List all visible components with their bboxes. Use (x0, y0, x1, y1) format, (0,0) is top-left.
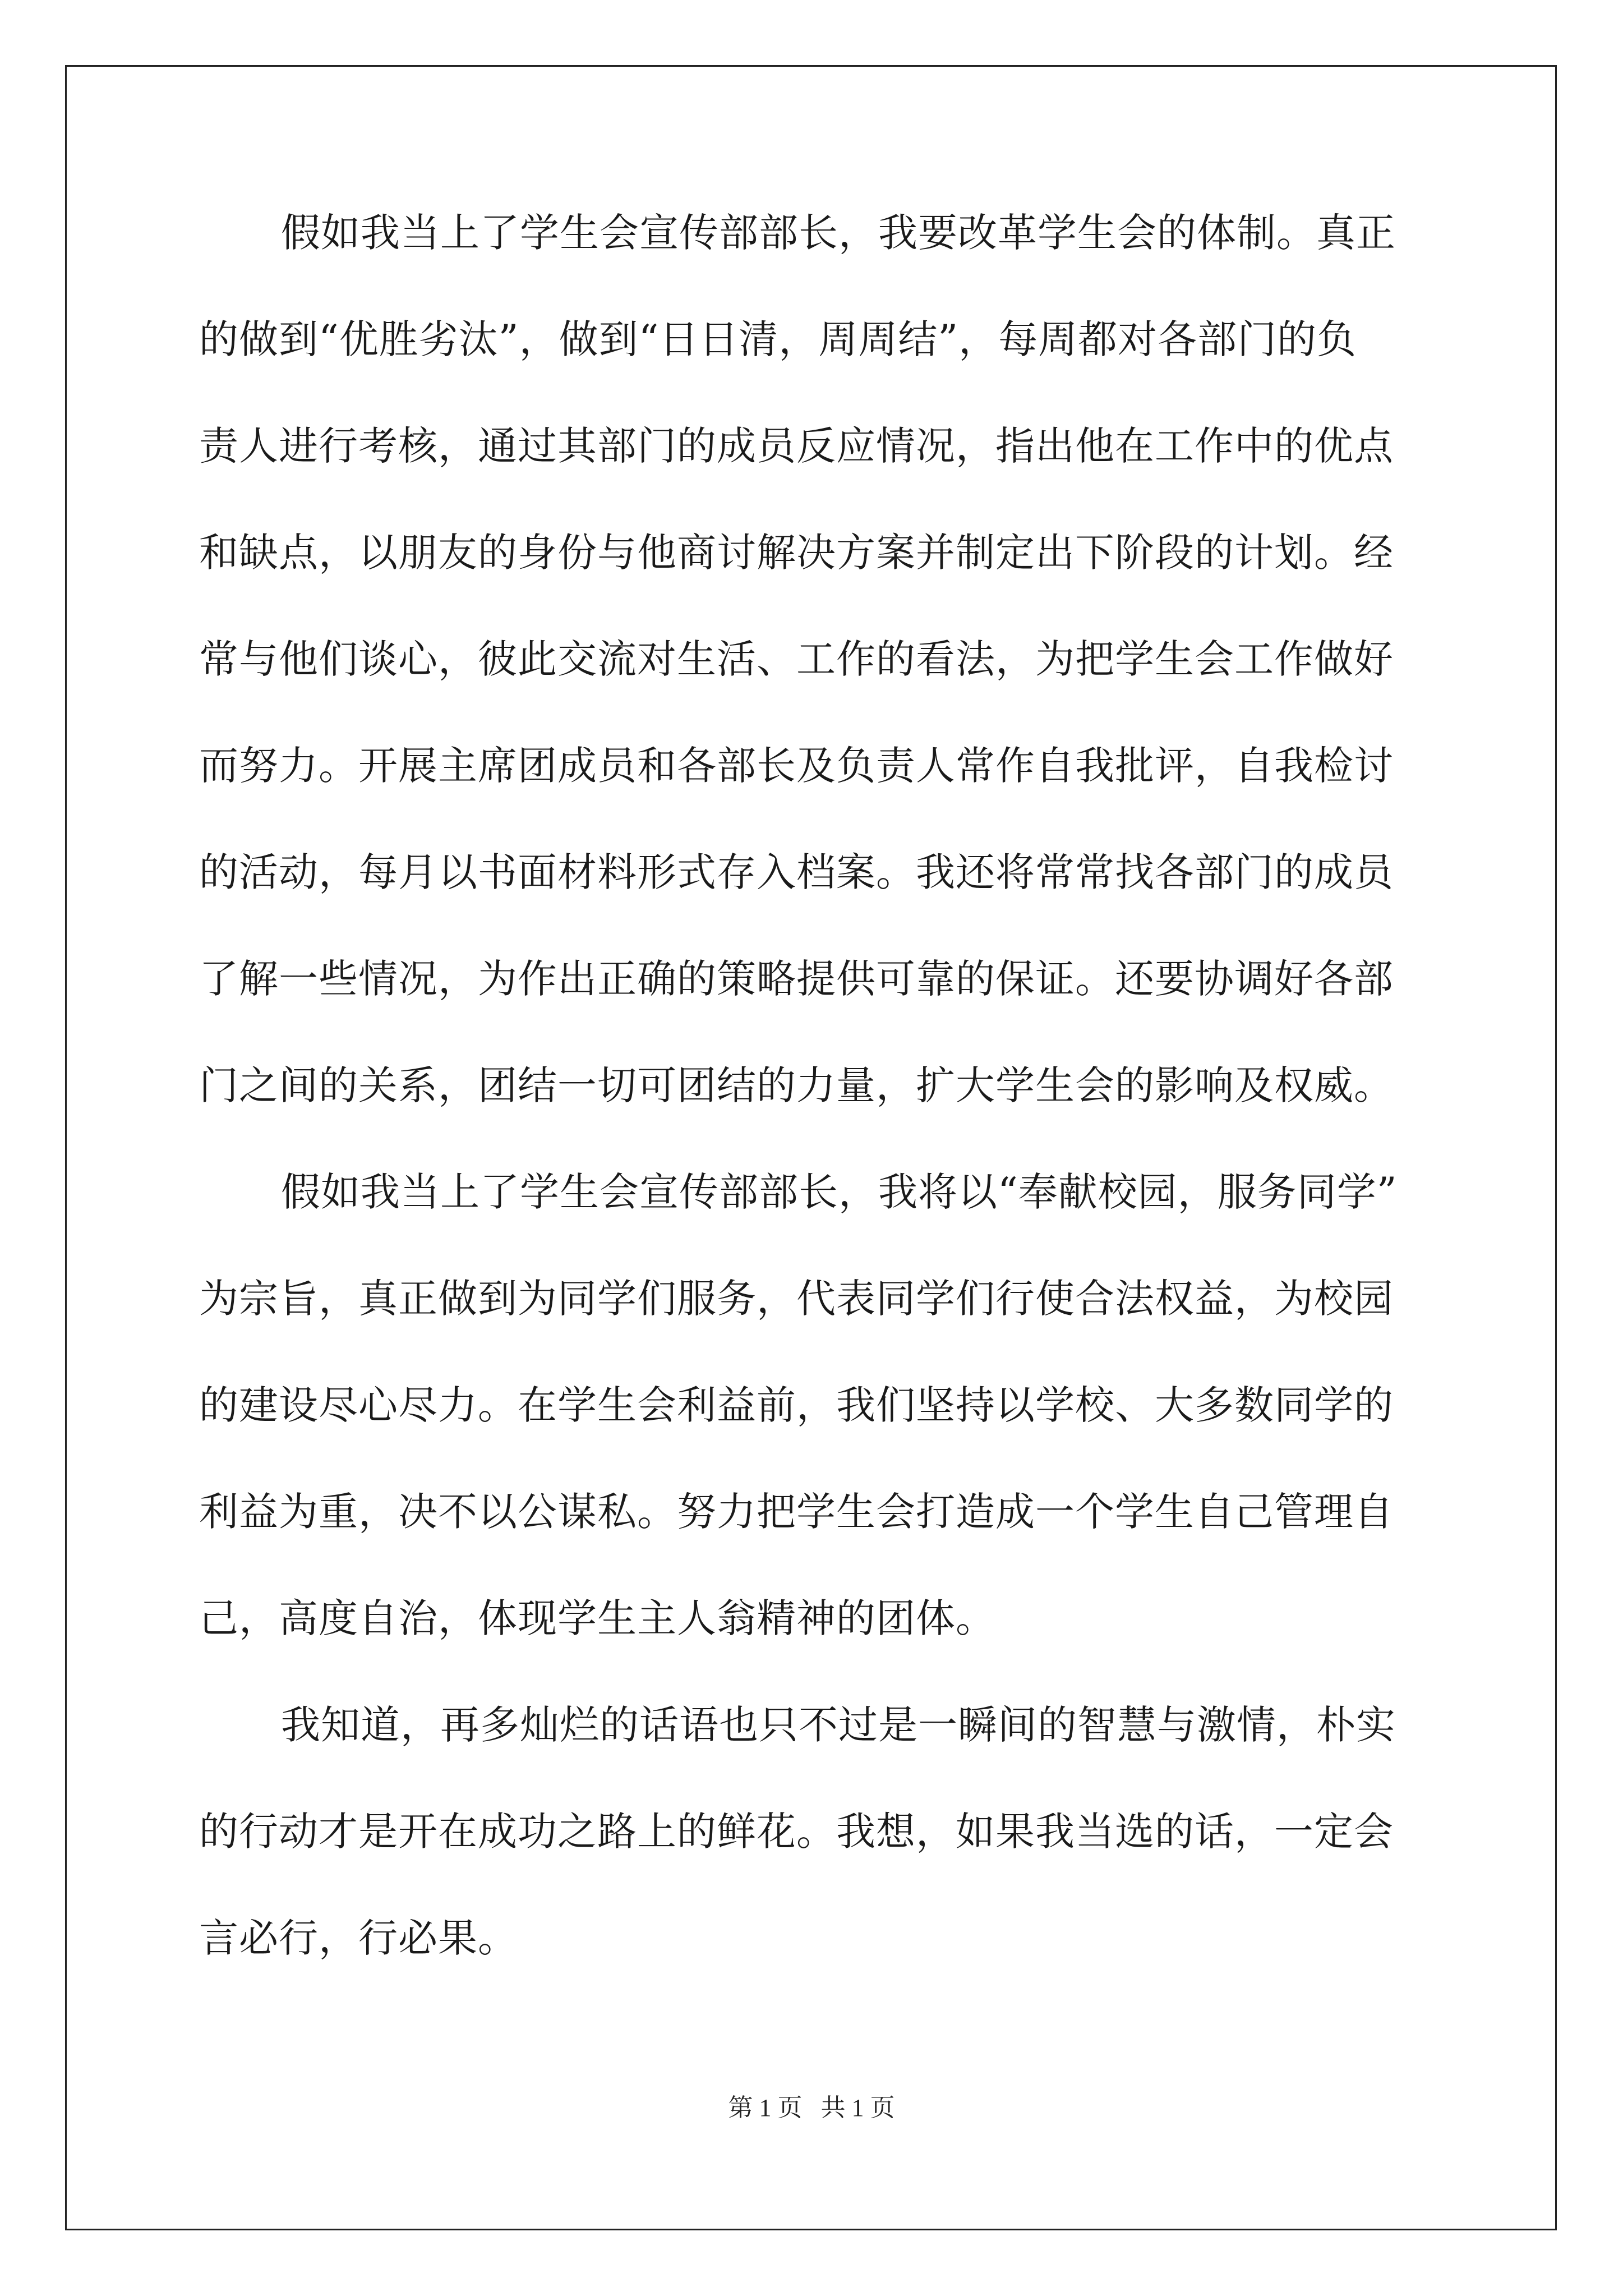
paragraph-1-line-7: 的活动，每月以书面材料形式存入档案。我还将常常找各部门的成员 (199, 849, 1394, 895)
paragraph-3-line-1: 我知道，再多灿烂的话语也只不过是一瞬间的智慧与激情，朴实 (281, 1702, 1396, 1748)
paragraph-3-line-2: 的行动才是开在成功之路上的鲜花。我想，如果我当选的话，一定会 (199, 1809, 1394, 1855)
paragraph-1-line-8: 了解一些情况，为作出正确的策略提供可靠的保证。还要协调好各部 (199, 956, 1394, 1002)
paragraph-1-line-1: 假如我当上了学生会宣传部部长，我要改革学生会的体制。真正 (281, 210, 1396, 256)
paragraph-1-line-4: 和缺点，以朋友的身份与他商讨解决方案并制定出下阶段的计划。经 (199, 530, 1394, 576)
paragraph-2-line-4: 利益为重，决不以公谋私。努力把学生会打造成一个学生自己管理自 (199, 1489, 1394, 1535)
paragraph-1-line-9: 门之间的关系，团结一切可团结的力量，扩大学生会的影响及权威。 (199, 1062, 1394, 1108)
paragraph-1-line-6: 而努力。开展主席团成员和各部长及负责人常作自我批评，自我检讨 (199, 743, 1394, 789)
paragraph-1-line-3: 责人进行考核，通过其部门的成员反应情况，指出他在工作中的优点 (199, 423, 1394, 469)
page-footer (0, 2091, 1623, 2125)
paragraph-2-line-2: 为宗旨，真正做到为同学们服务，代表同学们行使合法权益，为校园 (199, 1276, 1394, 1322)
paragraph-1-line-5: 常与他们谈心，彼此交流对生活、工作的看法，为把学生会工作做好 (199, 636, 1394, 682)
paragraph-2-line-3: 的建设尽心尽力。在学生会利益前，我们坚持以学校、大多数同学的 (199, 1382, 1394, 1428)
page-total: 共 1 页 (820, 2094, 895, 2122)
paragraph-2-line-5: 己，高度自治，体现学生主人翁精神的团体。 (199, 1595, 995, 1641)
paragraph-2-line-1: 假如我当上了学生会宣传部部长，我将以“奉献校园，服务同学” (281, 1169, 1398, 1215)
paragraph-3-line-3: 言必行，行必果。 (199, 1915, 518, 1961)
page-number: 第 1 页 (728, 2094, 803, 2122)
paragraph-1-line-2: 的做到“优胜劣汰”，做到“日日清，周周结”，每周都对各部门的负 (199, 316, 1357, 362)
